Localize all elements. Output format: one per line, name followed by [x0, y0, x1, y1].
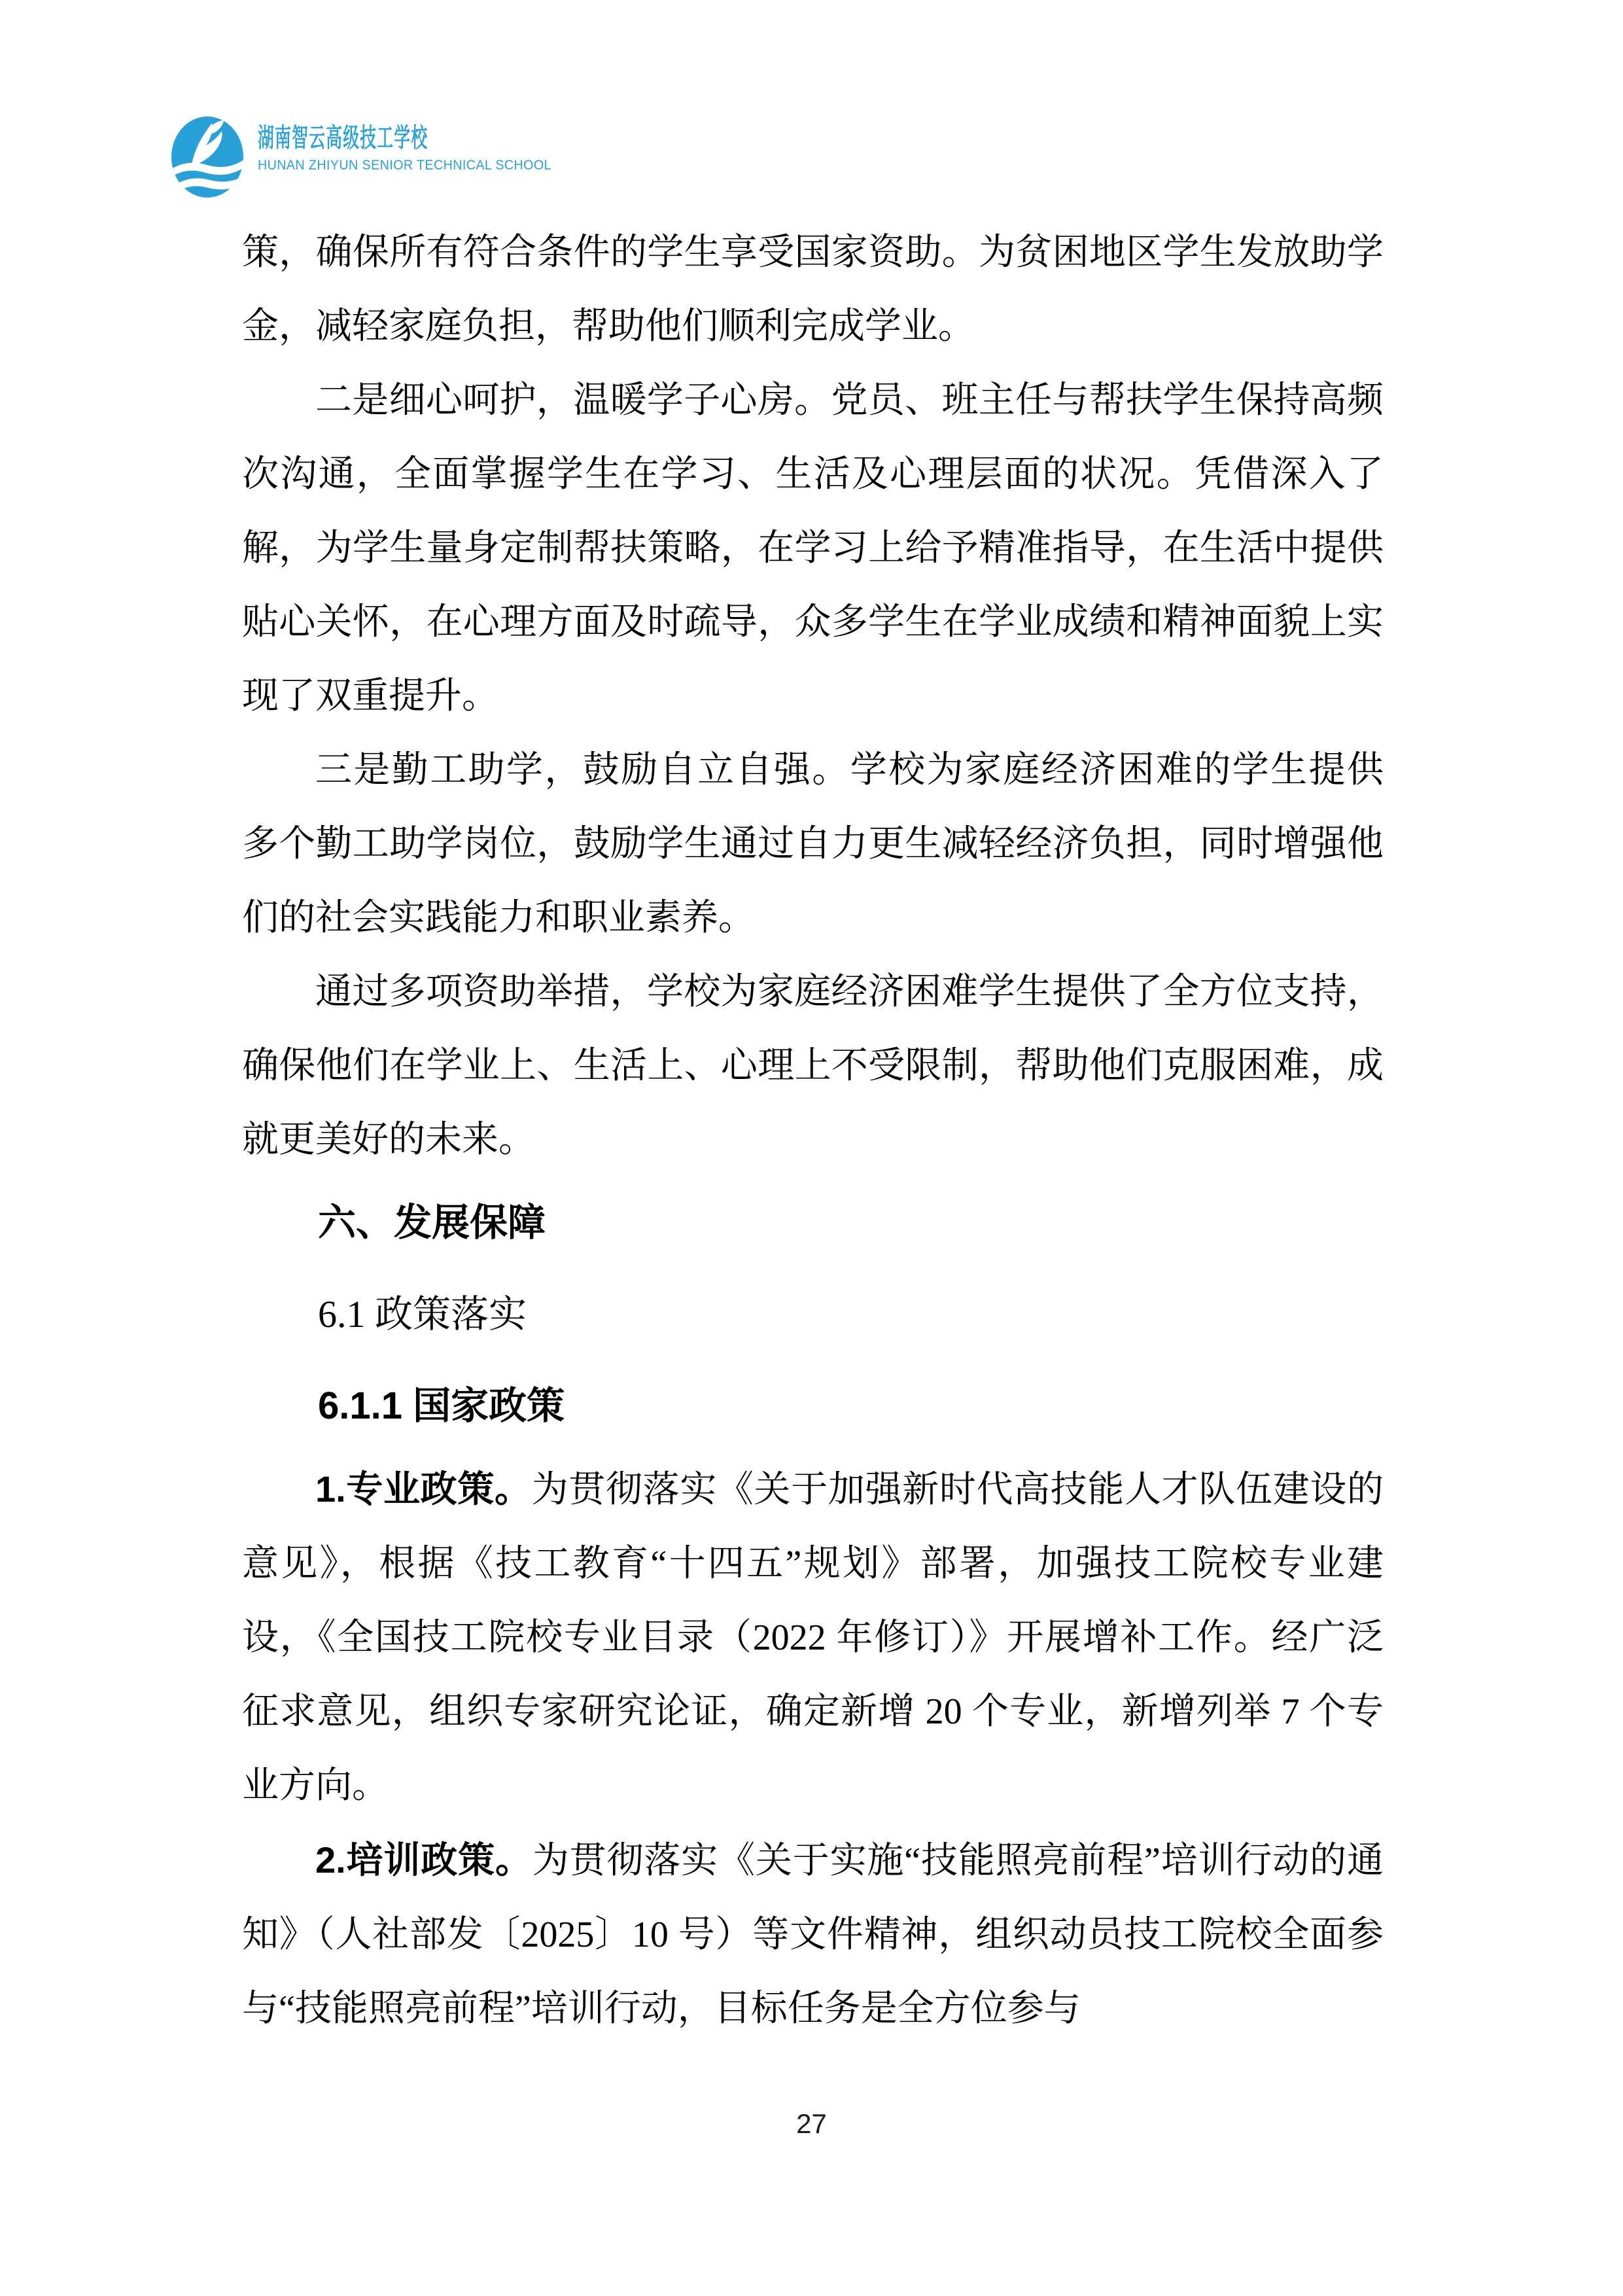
training-policy-text: 为贯彻落实《关于实施“技能照亮前程”培训行动的通知》（人社部发〔2025〕10 号）等文件精神，组织动员技工院校全面参与“技能照亮前程”培训行动，目标任务是全方位参与	[242, 1841, 1384, 2029]
paragraph-work-study: 三是勤工助学，鼓励自立自强。学校为家庭经济困难的学生提供 多个勤工助学岗位，鼓励学生通过自力更生减轻经济负担，同时增强他们的社会实践能力和职业素养。	[242, 750, 1384, 938]
school-name-en: HUNAN ZHIYUN SENIOR TECHNICAL SCHOOL	[258, 158, 551, 173]
school-logo-icon	[171, 116, 243, 198]
school-logo	[171, 113, 570, 199]
paragraph-major-policy	[242, 1452, 1384, 1823]
paragraph-summary-support: 通过多项资助举措，学校为家庭经济困难学生提供了全方位支持，确保他们在学业上、生活上、心理上不受限制，帮助他们克服困难，成就更美好的未来。	[242, 972, 1384, 1160]
paragraph-care-support: 二是细心呵护，温暖学子心房。党员、班主任与帮扶学生保持高频次沟通，全面掌握学生在学习、生活及心理层面的状况。凭借深入了解，为学生量身定制帮扶策略，在学习上给予精准指导，在生活中提供贴心关怀，在心理方面及时疏导，众多学生在学业成绩和精神面貌上实现了双重提升。	[242, 380, 1384, 716]
paragraph-funding-policy: 策，确保所有符合条件的学生享受国家资助。为贫困地区学生发放助学金，减轻家庭负担，帮助他们顺利完成学业。	[242, 232, 1384, 347]
heading-section-six: 六、发展保障	[318, 1201, 546, 1244]
training-policy-lead: 2.培训政策。	[315, 1839, 532, 1881]
paragraph-training-policy	[242, 1823, 1384, 2046]
heading-6-1-policy-implementation: 6.1 政策落实	[318, 1293, 527, 1335]
heading-6-1-1-national-policy: 6.1.1 国家政策	[318, 1385, 565, 1427]
school-name-zh: 湖南智云高级技工学校	[258, 123, 428, 152]
document-body	[242, 216, 1384, 2046]
page-number: 27	[796, 2108, 827, 2139]
major-policy-text: 为贯彻落实《关于加强新时代高技能人才队伍建设的意见》，根据《技工教育“十四五”规划》部署，加强技工院校专业建设，《全国技工院校专业目录（2022 年修订）》开展增补工作。经广泛征求意见，组织专家研究论证，确定新增 20 个专业，新增列举 7 个专业方向。	[242, 1470, 1384, 1806]
school-logo-text	[258, 113, 570, 174]
major-policy-lead: 1.专业政策。	[315, 1468, 532, 1510]
